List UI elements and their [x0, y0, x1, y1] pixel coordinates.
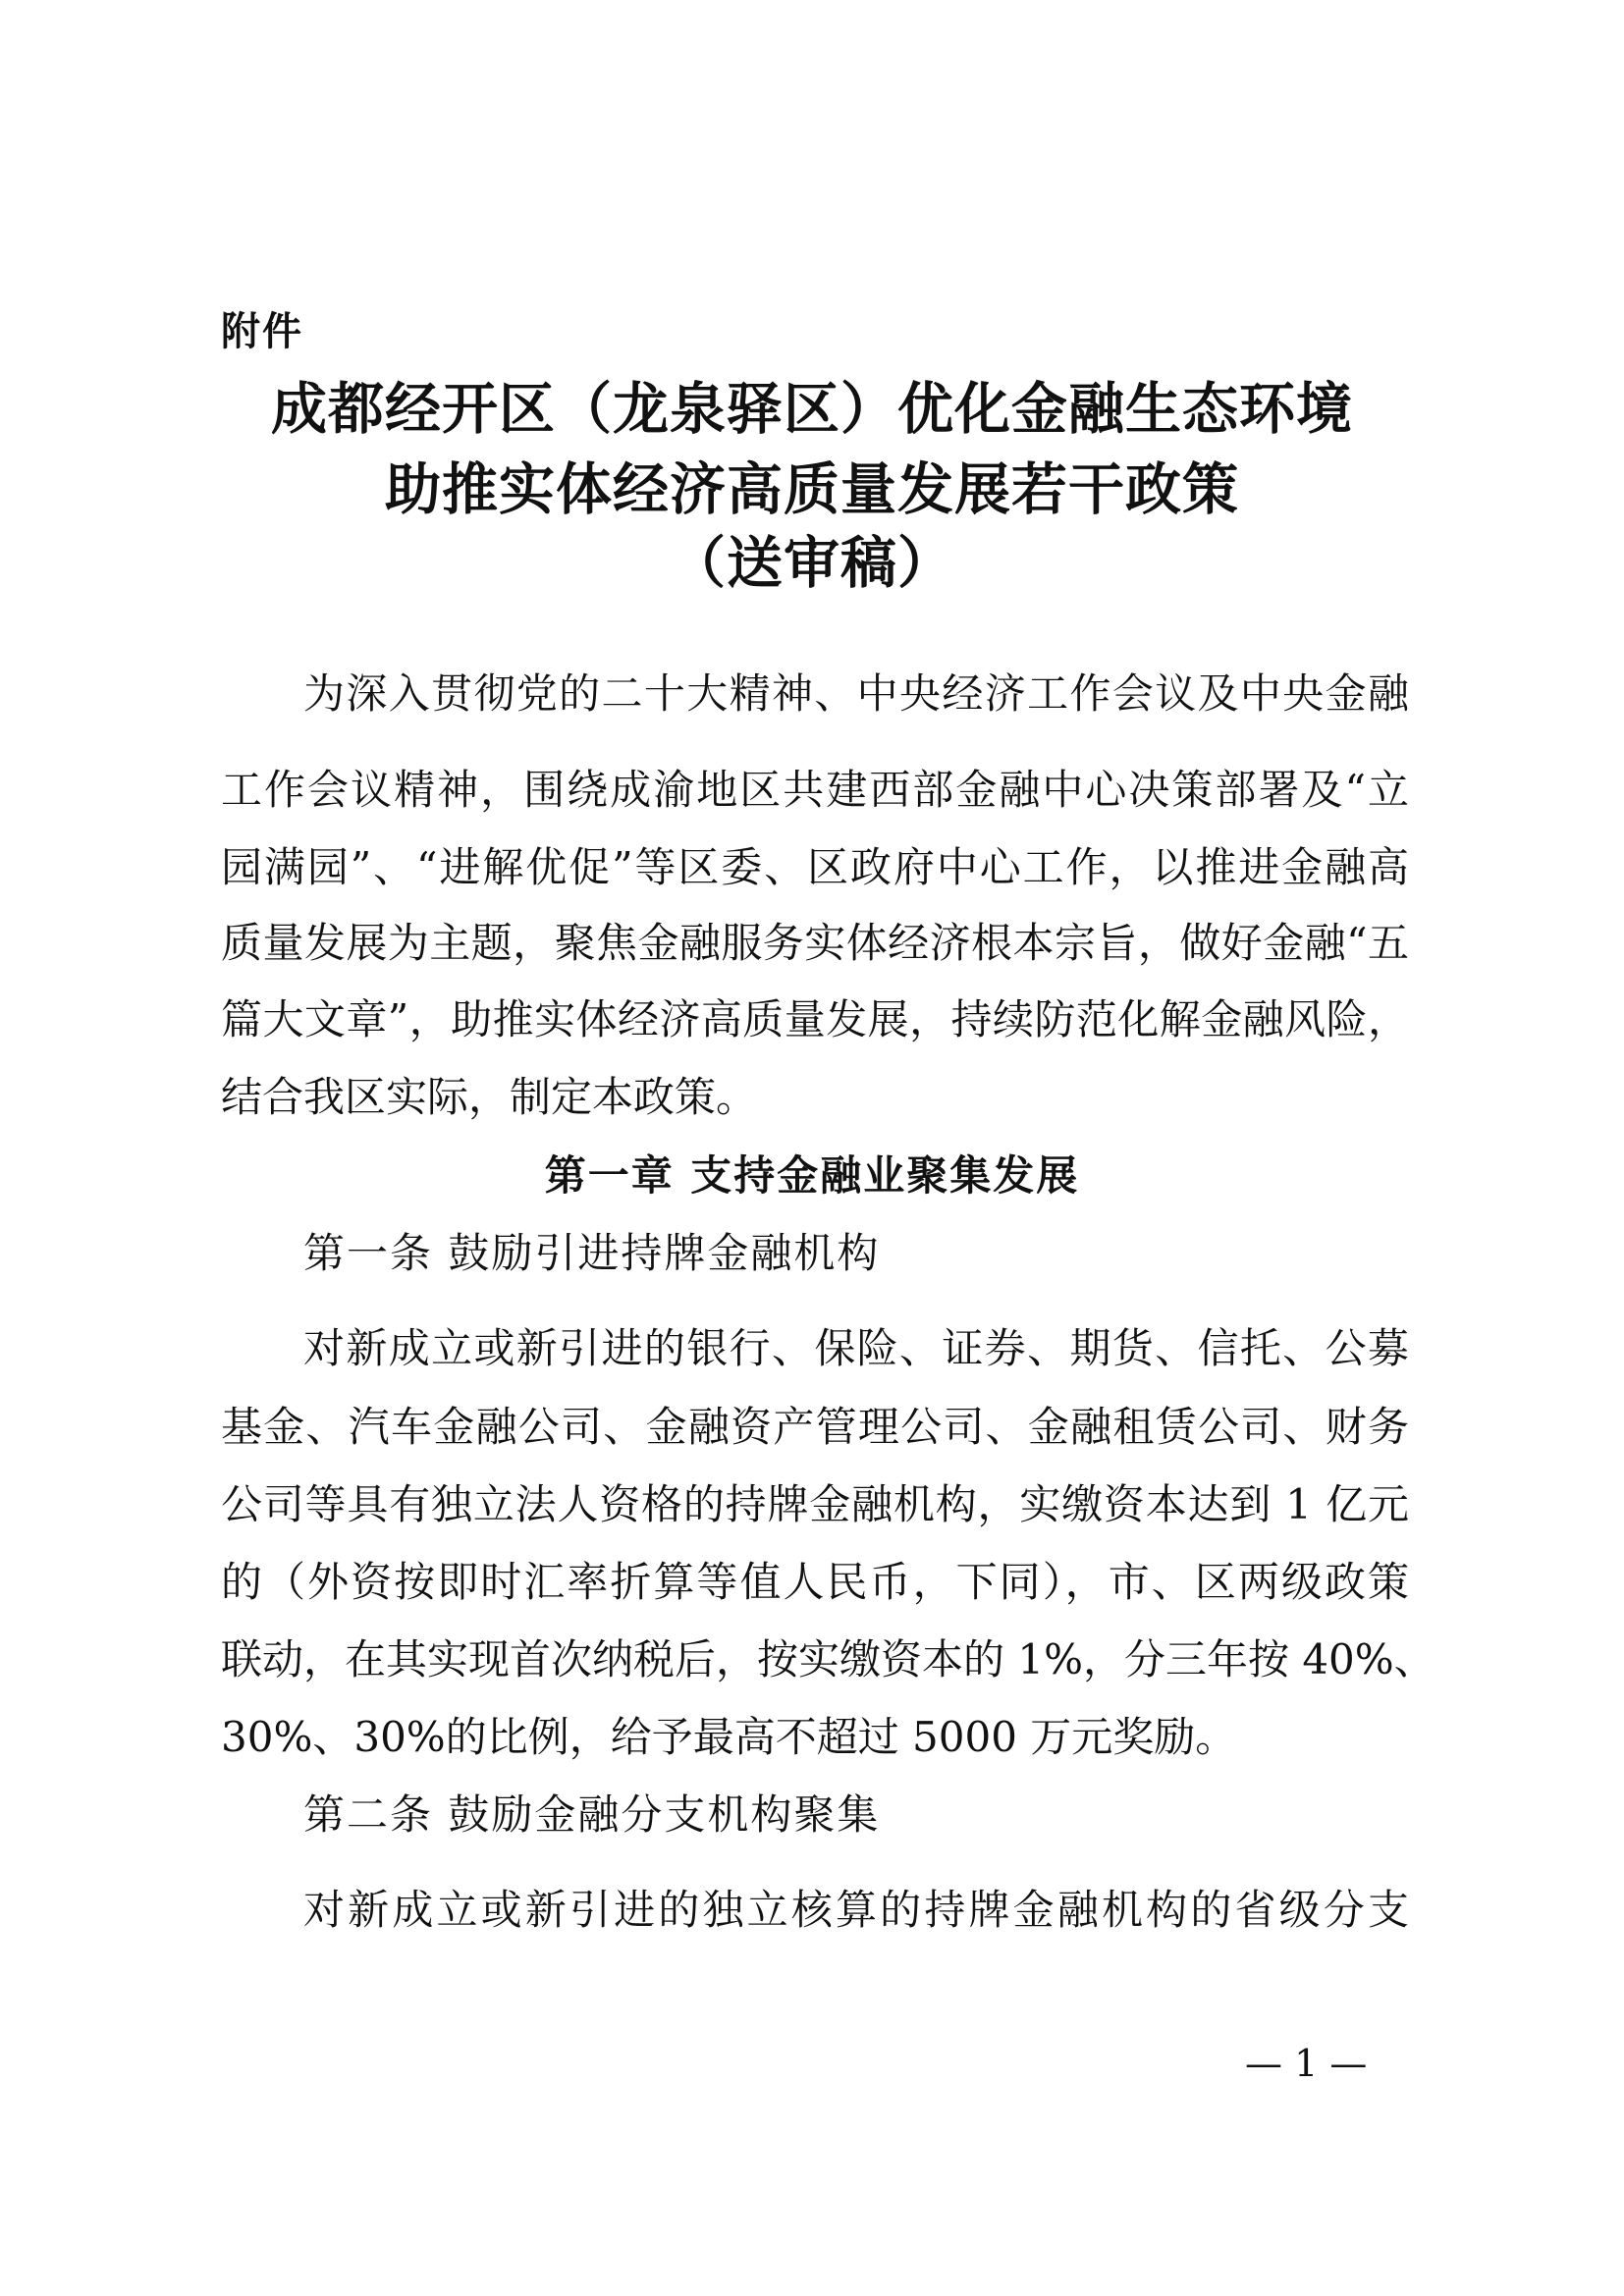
article-1-line: 公司等具有独立法人资格的持牌金融机构，实缴资本达到 1 亿元: [221, 1480, 1409, 1528]
article-2-heading: 第二条 鼓励金融分支机构聚集: [303, 1790, 881, 1839]
article-1-line: 联动，在其实现首次纳税后，按实缴资本的 1%，分三年按 40%、: [221, 1635, 1435, 1683]
document-title-line-1: 成都经开区（龙泉驿区）优化金融生态环境: [271, 376, 1353, 442]
page-number: — 1 —: [1245, 2042, 1368, 2085]
article-1-line: 基金、汽车金融公司、金融资产管理公司、金融租赁公司、财务: [221, 1403, 1409, 1451]
document-title-line-3: （送审稿）: [670, 530, 954, 596]
article-2-line: 对新成立或新引进的独立核算的持牌金融机构的省级分支: [303, 1886, 1409, 1934]
intro-line: 篇大文章”，助推实体经济高质量发展，持续防范化解金融风险，: [221, 995, 1409, 1043]
chapter-heading: 第一章 支持金融业聚集发展: [544, 1151, 1080, 1200]
article-1-heading: 第一条 鼓励引进持牌金融机构: [303, 1229, 881, 1277]
attachment-label: 附件: [221, 309, 303, 354]
intro-line: 结合我区实际，制定本政策。: [221, 1073, 758, 1121]
intro-line: 质量发展为主题，聚焦金融服务实体经济根本宗旨，做好金融“五: [221, 919, 1409, 967]
intro-line: 工作会议精神，围绕成渝地区共建西部金融中心决策部署及“立: [221, 766, 1409, 814]
article-1-line: 对新成立或新引进的银行、保险、证券、期货、信托、公募: [303, 1324, 1409, 1372]
document-title-line-2: 助推实体经济高质量发展若干政策: [385, 456, 1239, 522]
article-1-line: 的（外资按即时汇率折算等值人民币，下同），市、区两级政策: [221, 1558, 1409, 1606]
intro-line: 为深入贯彻党的二十大精神、中央经济工作会议及中央金融: [303, 669, 1409, 718]
intro-line: 园满园”、“进解优促”等区委、区政府中心工作，以推进金融高: [221, 843, 1409, 891]
article-1-line: 30%、30%的比例，给予最高不超过 5000 万元奖励。: [221, 1713, 1237, 1761]
